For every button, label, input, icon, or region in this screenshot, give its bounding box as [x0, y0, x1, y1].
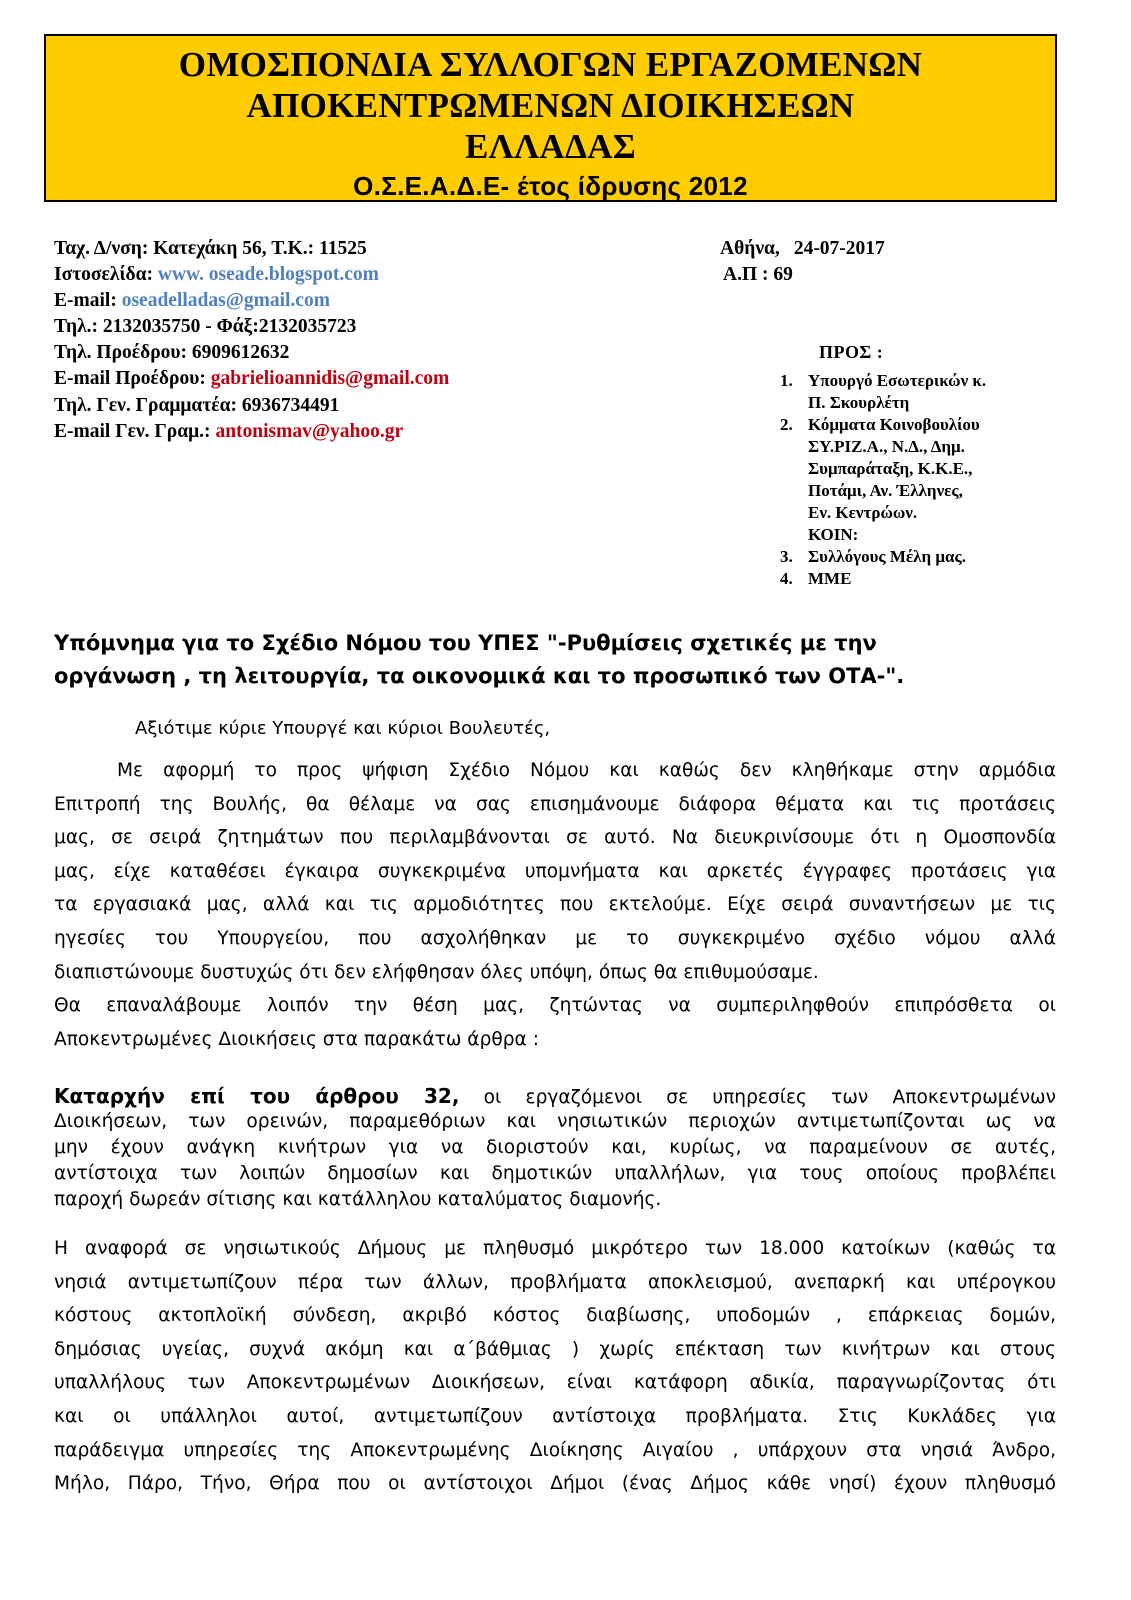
cc-item [776, 546, 1066, 568]
recipients-block [776, 341, 1066, 590]
greeting: Αξιότιμε κύριε Υπουργέ και κύριοι Βουλευτές, [135, 718, 551, 739]
body-line: Θα επαναλάβουμε λοιπόν την θέση μας, ζητώντας να συμπεριληφθούν επιπρόσθετα οι [54, 995, 1056, 1017]
body-line: παράδειγμα υπηρεσίες της Αποκεντρωμένης Διοίκησης Αιγαίου , υπάρχουν στα νησιά Άνδρο, [54, 1439, 1056, 1461]
cc-text: ΜΜΕ [808, 569, 852, 588]
address: Ταχ. Δ/νση: Κατεχάκη 56, Τ.Κ.: 11525 [54, 238, 367, 259]
body-line: Μήλο, Πάρο, Τήνο, Θήρα που οι αντίστοιχοι Δήμοι (ένας Δήμος κάθε νησί) έχουν πληθυσμό [54, 1473, 1056, 1495]
recipient-number: 2. [780, 415, 793, 434]
date: 24-07-2017 [793, 238, 885, 259]
body-line: και οι υπάλληλοι αυτοί, αντιμετωπίζουν αντίστοιχα προβλήματα. Στις Κυκλάδες για [54, 1405, 1056, 1427]
website-row [54, 262, 449, 288]
president-phone: Τηλ. Προέδρου: 6909612632 [54, 342, 290, 364]
website-label: Ιστοσελίδα: [54, 264, 158, 286]
body-line: Με αφορμή το προς ψήφιση Σχέδιο Νόμου και καθώς δεν κληθήκαμε στην αρμόδια [117, 760, 1056, 781]
body-line: μην έχουν ανάγκη κινήτρων για να διοριστούν και, κυρίως, να παραμείνουν σε αυτές, [54, 1137, 1056, 1158]
body-line: Διοικήσεων, των ορεινών, παραμεθόριων και νησιωτικών περιοχών αντιμετωπίζονται ως να [54, 1111, 1056, 1132]
organization-header [44, 34, 1057, 202]
website-link[interactable]: www. oseade.blogspot.com [157, 264, 379, 286]
body-line: νησιά αντιμετωπίζουν πέρα των άλλων, προβλήματα αποκλεισμού, ανεπαρκή και υπέρογκου [54, 1271, 1056, 1293]
body-line: Αποκεντρωμένες Διοικήσεις στα παρακάτω άρθρα : [54, 1028, 539, 1050]
body-line: Η αναφορά σε νησιωτικούς Δήμους με πληθυσμό μικρότερο των 18.000 κατοίκων (καθώς τα [54, 1238, 1056, 1259]
date-protocol-block [720, 236, 885, 288]
cc-number: 3. [780, 547, 793, 566]
email-row [54, 288, 449, 314]
paragraph-article-32 [54, 1083, 1056, 1213]
phone-fax: Τηλ.: 2132035750 - Φάξ:2132035723 [54, 316, 357, 338]
subject-heading [54, 627, 1064, 693]
recipient-line: Συμπαράταξη, Κ.Κ.Ε., [808, 459, 973, 478]
cc-item [776, 568, 1066, 590]
subject-line-2: οργάνωση , τη λειτουργία, τα οικονομικά και το προσωπικό των ΟΤΑ-". [54, 664, 905, 688]
recipient-line: ΣΥ.ΡΙΖ.Α., Ν.Δ., Δημ. [808, 437, 965, 456]
body-line: τα εργασιακά μας, αλλά και τις αρμοδιότητες που εκτελούμε. Είχε σειρά συναντήσεων με τις [54, 894, 1056, 916]
paragraph-intro [54, 754, 1056, 1056]
subject-line-1: Υπόμνημα για το Σχέδιο Νόμου του ΥΠΕΣ "-Ρυθμίσεις σχετικές με την [54, 631, 877, 655]
org-name-line-1: ΟΜΟΣΠΟΝΔΙΑ ΣΥΛΛΟΓΩΝ ΕΡΓΑΖΟΜΕΝΩΝ [178, 45, 923, 84]
secretary-email-link[interactable]: antonismav@yahoo.gr [215, 420, 404, 442]
president-email-row [54, 366, 449, 392]
recipient-line: Ποτάμι, Αν. Έλληνες, [808, 481, 963, 500]
body-line [54, 1083, 1056, 1109]
body-line: αντίστοιχα των λοιπών δημοσίων και δημοτικών υπαλλήλων, για τους οποίους προβλέπει [54, 1163, 1056, 1184]
email-link[interactable]: oseadelladas@gmail.com [121, 290, 330, 312]
article-32-lead: Καταρχήν επί του άρθρου 32, [54, 1084, 460, 1108]
recipient-text [808, 414, 1066, 524]
recipients-title: ΠΡΟΣ : [819, 342, 884, 362]
org-name-line-2: ΑΠΟΚΕΝΤΡΩΜΕΝΩΝ ΔΙΟΙΚΗΣΕΩΝ [246, 86, 855, 125]
recipient-line: Εν. Κεντρώων. [808, 503, 918, 522]
recipient-item [776, 370, 1066, 414]
president-email-label: E-mail Προέδρου: [54, 368, 211, 390]
recipient-item [776, 414, 1066, 524]
org-name-line-3: ΕΛΛΑΔΑΣ [465, 127, 636, 166]
recipient-line: Κόμματα Κοινοβουλίου [808, 415, 980, 434]
cc-number: 4. [780, 569, 793, 588]
date-row [720, 236, 885, 262]
president-email-link[interactable]: gabrielioannidis@gmail.com [210, 368, 450, 390]
body-line: κόστους ακτοπλοϊκή σύνδεση, ακριβό κόστος διαβίωσης, υποδομών , επάρκειας δομών, [54, 1305, 1056, 1327]
article-32-rest: οι εργαζόμενοι σε υπηρεσίες των Αποκεντρωμένων [459, 1087, 1057, 1108]
cc-label: ΚΟΙΝ: [808, 525, 859, 544]
cc-text: Συλλόγους Μέλη μας. [808, 547, 966, 566]
org-subtitle: Ο.Σ.Ε.Α.Δ.Ε- έτος ίδρυσης 2012 [353, 171, 748, 201]
body-line: μας, είχε καταθέσει έγκαιρα συγκεκριμένα υπομνήματα και αρκετές έγγραφες προτάσεις για [54, 860, 1056, 882]
place: Αθήνα, [720, 238, 780, 259]
body-line: υπαλλήλους των Αποκεντρωμένων Διοικήσεων, είναι κατάφορη αδικία, παραγνωρίζοντας ότι [54, 1372, 1056, 1394]
secretary-phone: Τηλ. Γεν. Γραμματέα: 6936734491 [54, 394, 340, 416]
paragraph-islands [54, 1232, 1056, 1501]
body-line: διαπιστώνουμε δυστυχώς ότι δεν ελήφθησαν όλες υπόψη, όπως θα επιθυμούσαμε. [54, 961, 819, 983]
email-label: E-mail: [54, 290, 122, 312]
secretary-email-label: E-mail Γεν. Γραμ.: [54, 420, 216, 442]
body-line: Επιτροπή της Βουλής, θα θέλαμε να σας επισημάνουμε διάφορα θέματα και τις προτάσεις [54, 793, 1056, 815]
protocol-number: Α.Π : 69 [723, 264, 793, 286]
body-line: παροχή δωρεάν σίτισης και κατάλληλου καταλύματος διαμονής. [54, 1189, 662, 1210]
body-line: ηγεσίες του Υπουργείου, που ασχολήθηκαν με το συγκεκριμένο σχέδιο νόμου αλλά [54, 927, 1056, 949]
body-line: μας, σε σειρά ζητημάτων που περιλαμβάνονται σε αυτό. Να διευκρινίσουμε ότι η Ομοσπονδία [54, 827, 1056, 849]
recipient-text [808, 370, 1066, 414]
recipient-number: 1. [780, 371, 793, 390]
secretary-email-row [54, 419, 449, 445]
contact-block [54, 236, 449, 445]
recipient-line: Υπουργό Εσωτερικών κ. [808, 371, 987, 390]
recipient-line: Π. Σκουρλέτη [808, 393, 910, 412]
body-line: δημόσιας υγείας, συχνά ακόμη και α΄βάθμιας ) χωρίς επέκταση των κινήτρων και στους [54, 1338, 1056, 1360]
